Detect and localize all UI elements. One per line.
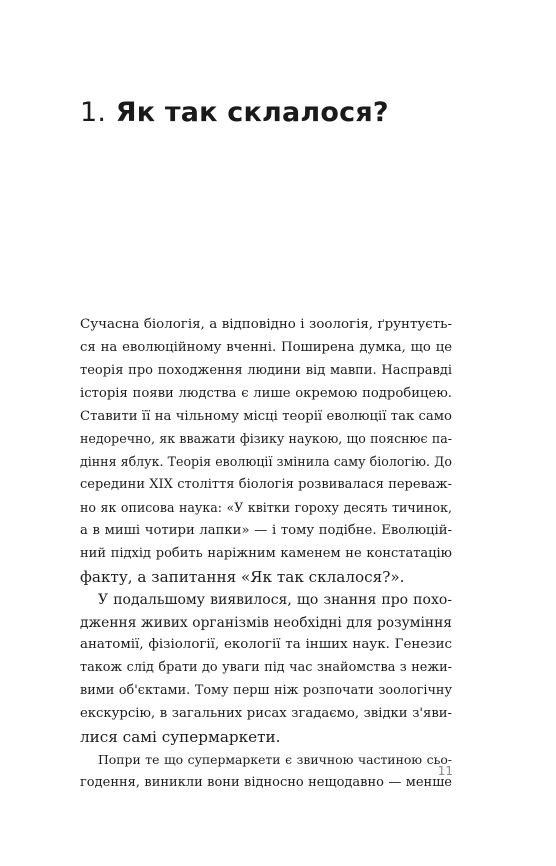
text-line: історія появи людства є лише окремою подробицею. — [80, 385, 452, 401]
chapter-title: Як так склалося? — [115, 97, 389, 128]
paragraph — [80, 589, 452, 749]
chapter-number: 1. — [80, 97, 107, 128]
text-line: також слід брати до уваги під час знайомства з нежи- — [80, 660, 452, 676]
text-line: ся на еволюційному вченні. Поширена думка, що це — [80, 339, 452, 355]
text-line: анатомії, фізіології, екології та інших наук. Генезис — [80, 637, 452, 653]
paragraph — [80, 314, 452, 589]
text-line: ний підхід робить наріжним каменем не констатацію — [80, 545, 452, 561]
text-line: факту, а запитання «Як так склалося?». — [80, 567, 405, 586]
text-line: середини XIX століття біологія розвивалася переваж- — [80, 477, 452, 493]
text-line: но як описова наука: «У квітки гороху десять тичинок, — [80, 500, 452, 516]
chapter-heading — [80, 96, 389, 130]
text-line: вими об'єктами. Тому перш ніж розпочати зоологічну — [80, 683, 452, 699]
text-line: дження живих організмів необхідні для розуміння — [80, 614, 452, 631]
paragraph — [80, 749, 452, 795]
text-line: годення, виникли вони відносно нещодавно — менше — [80, 774, 452, 790]
text-line: теорія про походження людини від мавпи. Насправді — [80, 362, 452, 378]
text-line: діння яблук. Теорія еволюції змінила саму біологію. До — [80, 454, 452, 470]
text-line: Ставити її на чільному місці теорії еволюції так само — [80, 408, 452, 424]
text-line: Сучасна біологія, а відповідно і зоологія, ґрунтуєть- — [80, 317, 452, 332]
text-line: недоречно, як вважати фізику наукою, що пояснює па- — [80, 431, 452, 447]
text-line: Попри те що супермаркети є звичною частиною сьо- — [98, 751, 452, 767]
text-line: екскурсію, в загальних рисах згадаємо, звідки з'яви- — [80, 706, 452, 722]
page-number: 11 — [437, 764, 453, 778]
text-line: а в миші чотири лапки» — і тому подібне. Еволюцій- — [80, 523, 452, 539]
body-text — [80, 314, 452, 795]
text-line: лися самі супермаркети. — [80, 728, 281, 747]
text-line: У подальшому виявилося, що знання про похо- — [98, 591, 452, 608]
